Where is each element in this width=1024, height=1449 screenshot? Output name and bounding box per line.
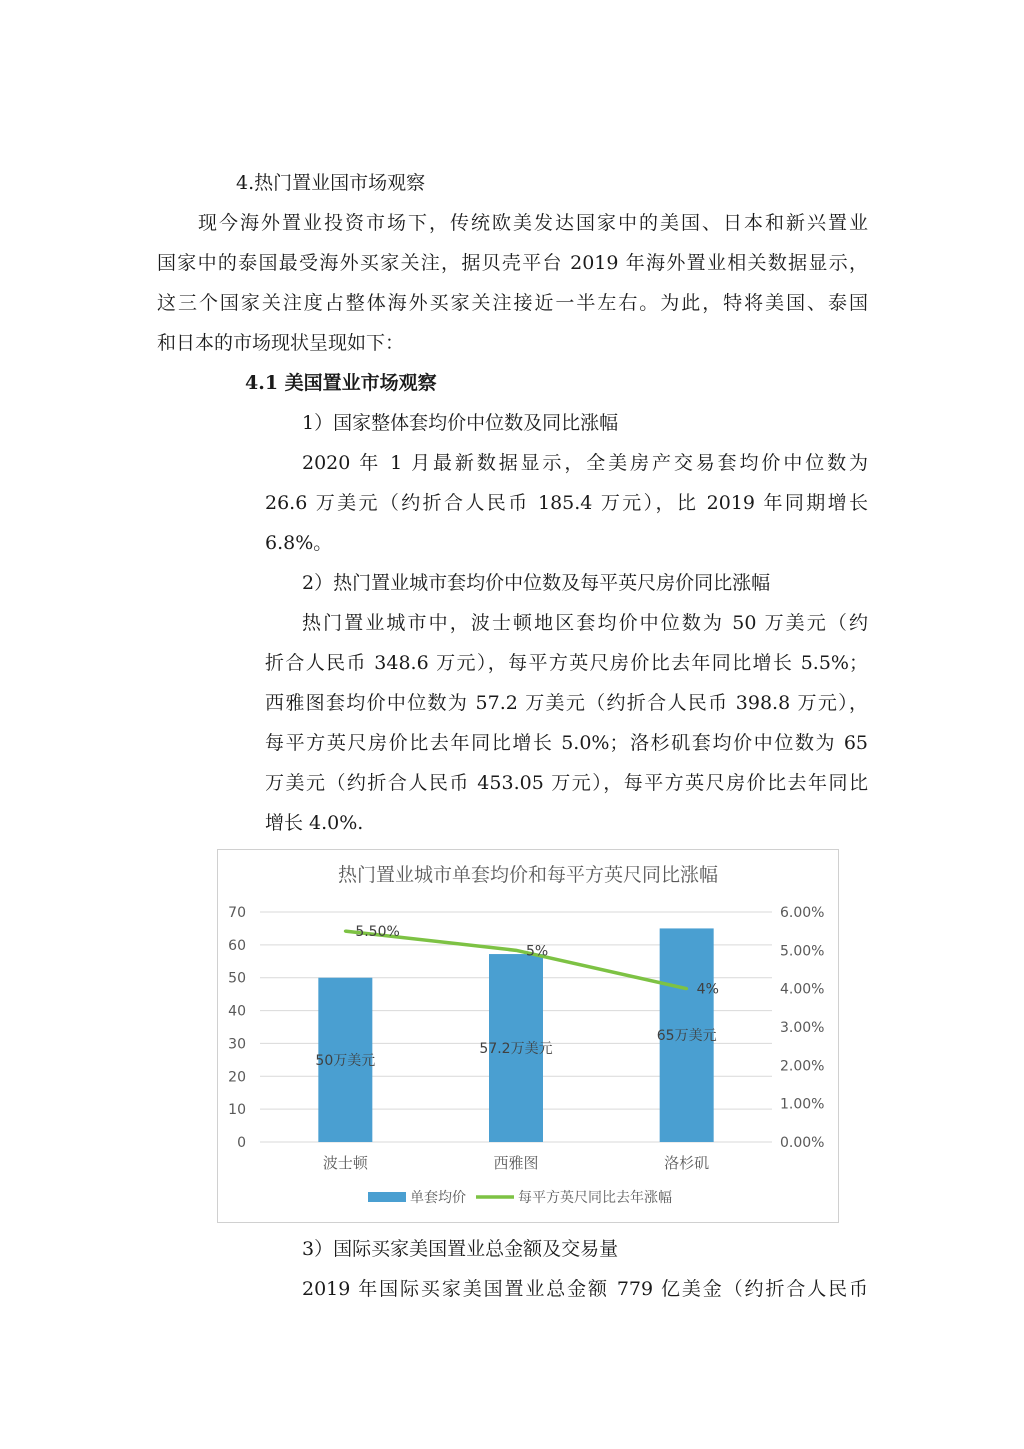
y-left-tick-label: 40 xyxy=(228,1003,246,1020)
line-point xyxy=(685,987,688,990)
y-left-tick-label: 60 xyxy=(228,937,246,954)
y-left-tick-label: 70 xyxy=(228,905,246,921)
y-right-tick-label: 6.00% xyxy=(780,905,825,921)
item3-line-1: 2019 年国际买家美国置业总金额 779 亿美金（约折合人民币 xyxy=(302,1278,868,1300)
item2-title: 2）热门置业城市套均价中位数及每平英尺房价同比涨幅 xyxy=(302,572,771,594)
x-tick-label: 波士顿 xyxy=(322,1154,368,1172)
y-right-tick-label: 4.00% xyxy=(780,981,825,998)
item2-line-4: 每平方英尺房价比去年同比增长 5.0%；洛杉矶套均价中位数为 65 xyxy=(265,732,868,754)
section-heading: 4.热门置业国市场观察 xyxy=(236,172,426,194)
item2-line-2: 折合人民币 348.6 万元），每平方英尺房价比去年同比增长 5.5%； xyxy=(265,652,868,674)
intro-line-4: 和日本的市场现状呈现如下： xyxy=(157,332,405,354)
item2-line-1: 热门置业城市中，波士顿地区套均价中位数为 50 万美元（约 xyxy=(302,612,868,634)
line-data-label: 5% xyxy=(526,943,549,960)
chart-title: 热门置业城市单套均价和每平方英尺同比涨幅 xyxy=(337,864,719,886)
line-point xyxy=(515,949,518,952)
intro-line-2: 国家中的泰国最受海外买家关注，据贝壳平台 2019 年海外置业相关数据显示， xyxy=(157,252,868,274)
item2-line-6: 增长 4.0%. xyxy=(265,812,364,834)
item2-line-3: 西雅图套均价中位数为 57.2 万美元（约折合人民币 398.8 万元）， xyxy=(265,692,868,714)
line-data-label: 4% xyxy=(696,981,719,998)
y-left-tick-label: 30 xyxy=(228,1036,246,1053)
bar-data-label: 65万美元 xyxy=(656,1028,717,1045)
combo-chart xyxy=(218,850,838,1222)
chart-container xyxy=(217,849,839,1223)
item3-title: 3）国际买家美国置业总金额及交易量 xyxy=(302,1238,619,1260)
bar-data-label: 57.2万美元 xyxy=(479,1041,553,1058)
item1-line-1: 2020 年 1 月最新数据显示，全美房产交易套均价中位数为 xyxy=(302,452,868,474)
y-left-tick-label: 20 xyxy=(228,1069,246,1086)
line-data-label: 5.50% xyxy=(355,924,400,941)
legend-label-bar: 单套均价 xyxy=(410,1190,466,1206)
y-right-tick-label: 0.00% xyxy=(780,1135,825,1151)
x-tick-label: 洛杉矶 xyxy=(664,1154,710,1172)
y-right-tick-label: 1.00% xyxy=(780,1096,825,1113)
legend-swatch-bar xyxy=(368,1192,406,1202)
subsection-heading: 4.1 美国置业市场观察 xyxy=(245,372,437,394)
legend-label-line: 每平方英尺同比去年涨幅 xyxy=(518,1190,672,1206)
y-right-tick-label: 2.00% xyxy=(780,1058,825,1075)
item2-line-5: 万美元（约折合人民币 453.05 万元），每平方英尺房价比去年同比 xyxy=(265,772,868,794)
y-left-tick-label: 50 xyxy=(228,970,246,987)
y-right-tick-label: 3.00% xyxy=(780,1020,825,1036)
intro-line-1: 现今海外置业投资市场下，传统欧美发达国家中的美国、日本和新兴置业 xyxy=(198,212,868,234)
bar-data-label: 50万美元 xyxy=(315,1052,376,1069)
item1-line-2: 26.6 万美元（约折合人民币 185.4 万元），比 2019 年同期增长 xyxy=(265,492,868,514)
line-point xyxy=(344,930,347,933)
item1-line-3: 6.8%。 xyxy=(265,532,333,554)
intro-line-3: 这三个国家关注度占整体海外买家关注接近一半左右。为此，特将美国、泰国 xyxy=(157,292,868,314)
x-tick-label: 西雅图 xyxy=(493,1154,539,1172)
y-left-tick-label: 0 xyxy=(237,1135,246,1151)
y-right-tick-label: 5.00% xyxy=(780,943,825,960)
y-left-tick-label: 10 xyxy=(228,1102,246,1119)
item1-title: 1）国家整体套均价中位数及同比涨幅 xyxy=(302,412,619,434)
